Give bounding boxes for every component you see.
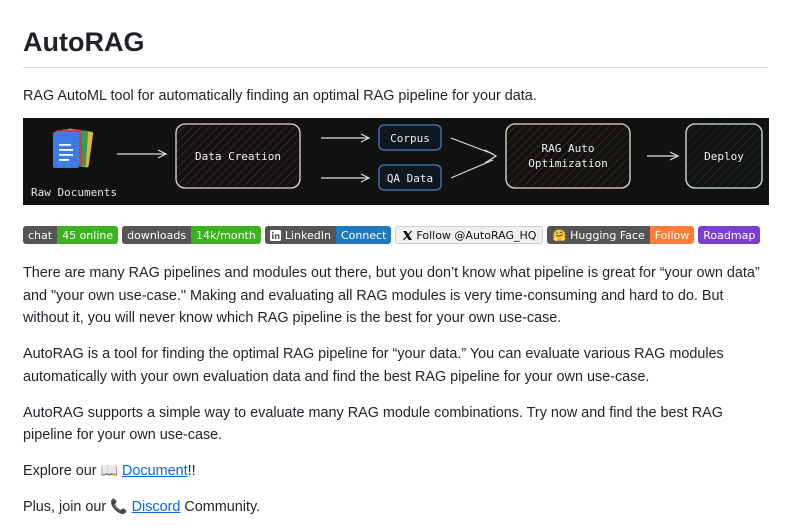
discord-link[interactable]: Discord	[131, 499, 181, 515]
hugging-face-icon: 🤗	[552, 228, 567, 242]
x-follow-badge-label: Follow @AutoRAG_HQ	[416, 228, 537, 242]
explore-suffix: !!	[187, 463, 196, 479]
join-suffix: Community.	[180, 499, 261, 515]
tagline: RAG AutoML tool for automatically finding an optimal RAG pipeline for your data.	[23, 88, 537, 104]
linkedin-badge-value: Connect	[336, 226, 391, 244]
qa-data-label: QA Data	[386, 172, 434, 185]
book-icon: 📖	[100, 463, 119, 479]
supports-paragraph: AutoRAG supports a simple way to evaluate many RAG module combinations. Try now and find the best RAG pipeline for your own use-case.	[23, 404, 723, 443]
page-title: AutoRAG	[23, 0, 768, 68]
rag-auto-optimization-box	[506, 124, 630, 188]
roadmap-badge-label: Roadmap	[698, 226, 760, 244]
document-link[interactable]: Document	[122, 463, 188, 479]
chat-badge[interactable]	[23, 226, 118, 244]
chat-badge-label: chat	[23, 226, 57, 244]
downloads-badge-value: 14k/month	[191, 226, 261, 244]
join-prefix: Plus, join our	[23, 499, 111, 515]
raw-documents-label: Raw Documents	[31, 186, 118, 199]
rag-auto-label-line2: Optimization	[528, 157, 608, 170]
pipeline-banner-image	[23, 118, 769, 205]
explore-prefix: Explore our	[23, 463, 101, 479]
linkedin-badge-label: LinkedIn	[284, 228, 331, 242]
hugging-face-badge-value: Follow	[650, 226, 695, 244]
deploy-label: Deploy	[704, 150, 744, 163]
join-discord-paragraph	[23, 496, 768, 519]
hugging-face-badge[interactable]	[547, 226, 694, 244]
badge-row	[23, 226, 768, 244]
corpus-label: Corpus	[390, 132, 430, 145]
description-paragraph: AutoRAG is a tool for finding the optimal RAG pipeline for “your data.” You can evaluate various RAG modules automatically with your own evaluation data and find the best RAG pipeline for your own use-case.	[23, 346, 724, 385]
downloads-badge-label: downloads	[122, 226, 191, 244]
rag-auto-label-line1: RAG Auto	[541, 142, 595, 155]
intro-paragraph: There are many RAG pipelines and modules out there, but you don’t know what pipeline is great for “your own data” and "your own use-case." Making and evaluating all RAG modules is very time-consuming and hard to do. But without it, you will never know which RAG pipeline is the best for your own use-case.	[23, 265, 760, 326]
x-follow-badge[interactable]	[395, 226, 543, 244]
downloads-badge[interactable]	[122, 226, 261, 244]
hugging-face-badge-label: Hugging Face	[570, 228, 645, 242]
linkedin-icon	[270, 230, 281, 241]
roadmap-badge[interactable]	[698, 226, 760, 244]
chat-badge-value: 45 online	[57, 226, 118, 244]
x-logo-icon	[402, 230, 413, 241]
data-creation-label: Data Creation	[194, 150, 282, 163]
explore-document-paragraph	[23, 460, 768, 483]
linkedin-badge[interactable]	[265, 226, 392, 244]
google-docs-stack-icon	[53, 128, 93, 168]
telephone-icon: 📞	[110, 499, 128, 515]
